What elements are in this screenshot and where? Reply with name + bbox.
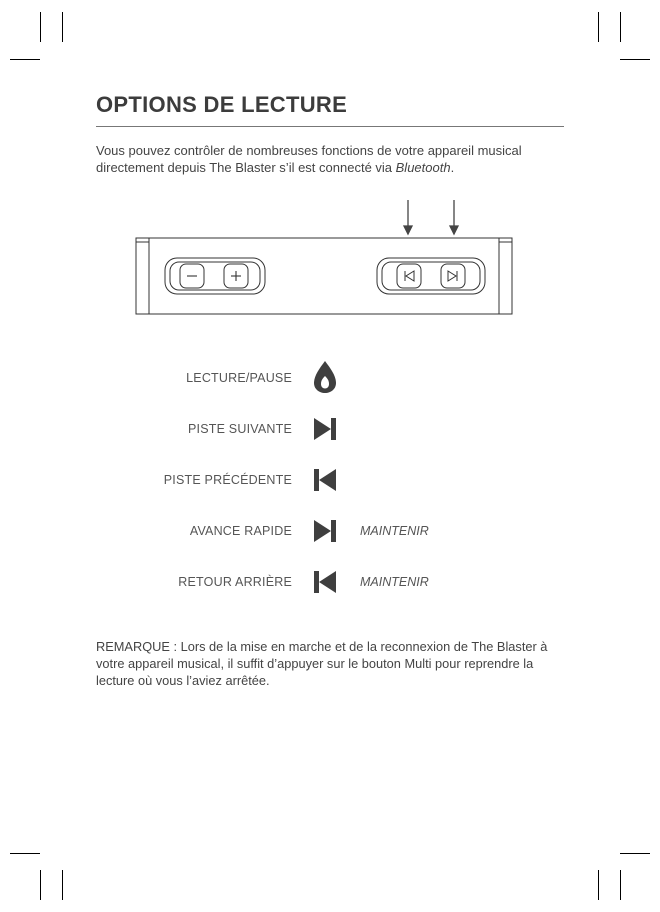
legend-label: PISTE PRÉCÉDENTE: [163, 473, 292, 487]
legend-note: MAINTENIR: [360, 575, 429, 589]
previous-track-icon: [312, 467, 338, 493]
crop-mark: [40, 12, 41, 42]
crop-mark: [598, 870, 599, 900]
intro-bluetooth: Bluetooth: [395, 160, 451, 175]
crop-mark: [10, 59, 40, 60]
crop-mark: [10, 853, 40, 854]
crop-mark: [62, 870, 63, 900]
fast-forward-icon: [312, 518, 338, 544]
intro-period: .: [450, 160, 455, 175]
rewind-icon: [312, 569, 338, 595]
track-buttons: [377, 258, 485, 294]
multi-button-icon: [312, 360, 338, 394]
page-title: OPTIONS DE LECTURE: [96, 92, 348, 117]
remark-paragraph: REMARQUE : Lors de la mise en marche et de la reconnexion de The Blaster à votre appareil musical, il suffit d’appuyer sur le bouton Multi pour reprendre la lecture où vous l’aviez arrêtée.: [96, 639, 548, 688]
legend-label: PISTE SUIVANTE: [188, 422, 292, 436]
crop-mark: [620, 12, 621, 42]
volume-up-icon: [231, 271, 241, 281]
intro-text: Vous pouvez contrôler de nombreuses fonctions de votre appareil musical directement depuis The Blaster s’il est connecté via: [96, 143, 522, 175]
previous-track-icon: [405, 271, 414, 281]
crop-mark: [620, 59, 650, 60]
crop-mark: [620, 870, 621, 900]
legend-label: AVANCE RAPIDE: [189, 524, 292, 538]
volume-buttons: [165, 258, 265, 294]
legend-label: LECTURE/PAUSE: [186, 371, 292, 385]
intro-paragraph: [96, 142, 576, 176]
next-track-icon: [448, 271, 457, 281]
crop-mark: [620, 853, 650, 854]
crop-mark: [598, 12, 599, 42]
legend-label: RETOUR ARRIÈRE: [178, 575, 292, 589]
title-divider: [96, 126, 564, 127]
crop-mark: [62, 12, 63, 42]
speaker-control-diagram: [0, 200, 660, 325]
crop-mark: [40, 870, 41, 900]
arrow-icon: [404, 200, 458, 234]
legend-note: MAINTENIR: [360, 524, 429, 538]
next-track-icon: [312, 416, 338, 442]
